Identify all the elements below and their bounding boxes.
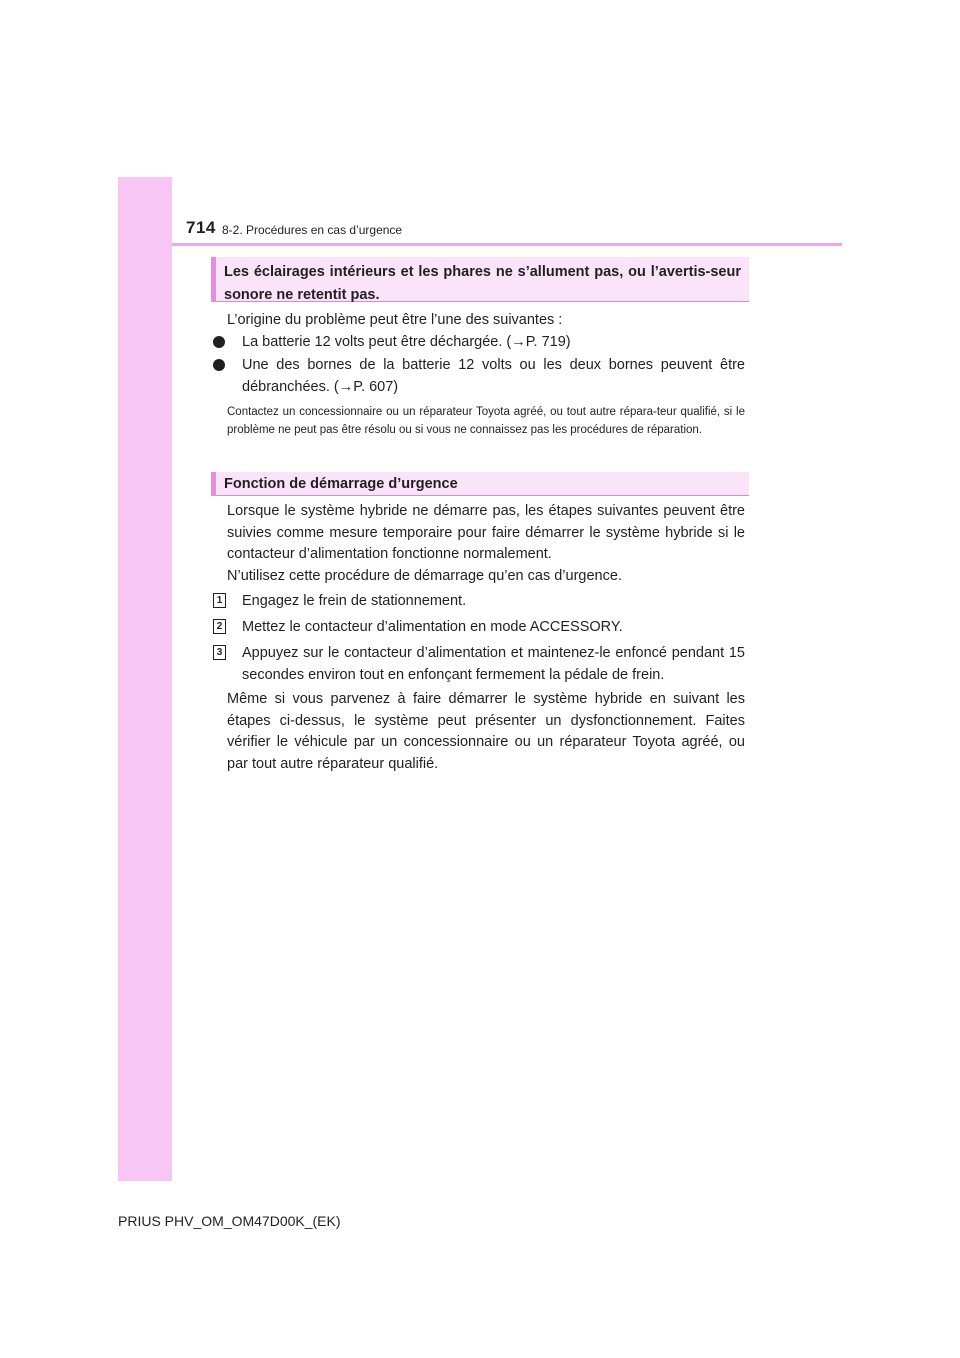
- section-title: 8-2. Procédures en cas d’urgence: [222, 223, 403, 237]
- bullet-item: [213, 355, 745, 398]
- step-text: Appuyez sur le contacteur d’alimentation et maintenez-le enfoncé pendant 15 secondes environ tout en enfonçant fermement la pédale de frein.: [242, 645, 745, 683]
- footer-doc-code: PRIUS PHV_OM_OM47D00K_(EK): [118, 1213, 341, 1229]
- closing-text: Même si vous parvenez à faire démarrer le système hybride en suivant les étapes ci-dessus, le système peut présenter un dysfonctionnement. Faites vérifier le véhicule par un concessionnaire ou un réparateur Toyota agréé, ou par tout autre réparateur qualifié.: [227, 691, 745, 772]
- step-item: [213, 591, 745, 613]
- page-number: 714: [186, 218, 216, 237]
- bullet-icon: [213, 359, 225, 371]
- intro-text: L’origine du problème peut être l’une des suivantes :: [227, 312, 563, 328]
- note-text: Contactez un concessionnaire ou un réparateur Toyota agréé, ou tout autre répara-teur qualifié, si le problème ne peut pas être résolu ou si vous ne connaissez pas les procédures de réparation.: [227, 406, 745, 436]
- step-number-box: 2: [213, 619, 226, 634]
- bullet-item: [213, 332, 745, 354]
- bullet-text: La batterie 12 volts peut être déchargée. (→P. 719): [242, 334, 571, 350]
- intro-text: Lorsque le système hybride ne démarre pas, les étapes suivantes peuvent être suivies comme mesure temporaire pour faire démarrer le système hybride si le contacteur d’alimentation fonctionne normalement.: [227, 503, 745, 562]
- side-tab-band: [118, 177, 172, 1181]
- intro-text-2: N’utilisez cette procédure de démarrage qu’en cas d’urgence.: [227, 568, 622, 584]
- step-item: [213, 643, 745, 686]
- step-item: [213, 617, 745, 639]
- step-number-box: 1: [213, 593, 226, 608]
- header-rule: [172, 243, 842, 246]
- step-text: Engagez le frein de stationnement.: [242, 593, 467, 609]
- step-number-box: 3: [213, 645, 226, 660]
- section-heading-lights: Les éclairages intérieurs et les phares ne s’allument pas, ou l’avertis-seur sonore ne retentit pas.: [211, 257, 749, 302]
- bullet-text: Une des bornes de la batterie 12 volts ou les deux bornes peuvent être débranchées. (→P. 607): [242, 357, 745, 395]
- bullet-icon: [213, 336, 225, 348]
- section-heading-emergency-start: Fonction de démarrage d’urgence: [211, 472, 749, 496]
- step-text: Mettez le contacteur d’alimentation en mode ACCESSORY.: [242, 619, 623, 635]
